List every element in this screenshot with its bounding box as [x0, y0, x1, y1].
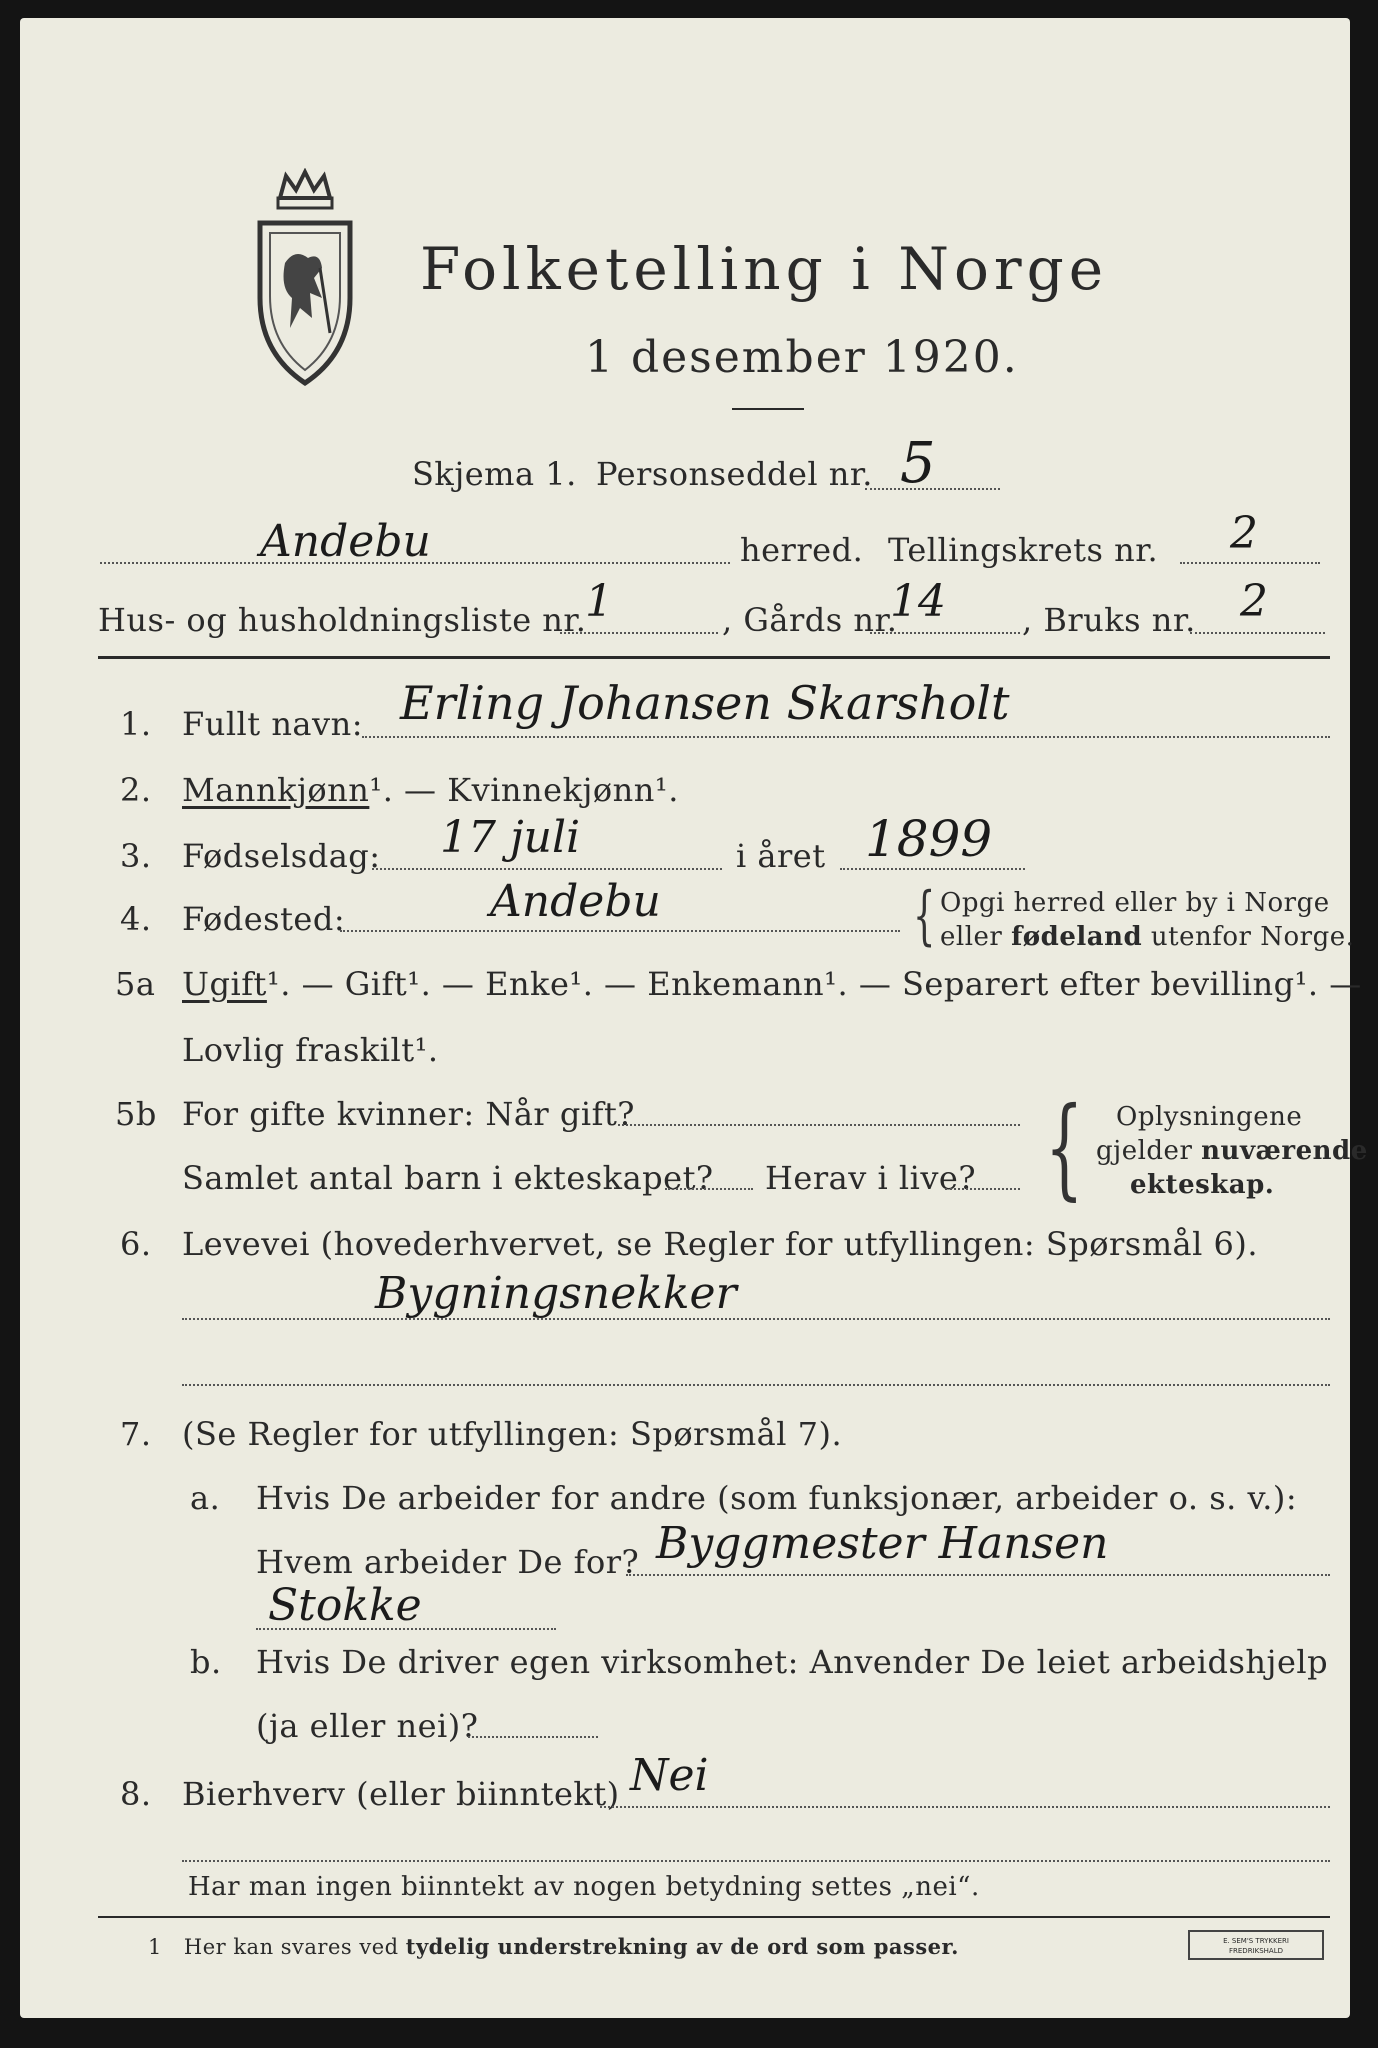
q2-male-option[interactable]: Mannkjønn: [182, 771, 370, 809]
q6-label: Levevei (hovederhvervet, se Regler for utfyllingen: Spørsmål 6).: [182, 1225, 1259, 1263]
q2-sex-options: [182, 771, 679, 809]
schema-label: Skjema 1.: [412, 455, 577, 493]
q8-line1: [600, 1806, 1330, 1808]
q6-line2: [182, 1384, 1330, 1386]
tellingskrets-line: [1180, 562, 1320, 564]
herred-label: herred.: [740, 531, 864, 569]
q7a-letter: a.: [190, 1479, 221, 1517]
husliste-label: Hus- og husholdningsliste nr.: [98, 601, 587, 639]
herred-value[interactable]: Andebu: [260, 516, 431, 567]
q3-year-label: i året: [736, 837, 826, 875]
q1-number: 1.: [120, 705, 152, 743]
q7b-line: [468, 1736, 598, 1738]
q5b-label-when-married: For gifte kvinner: Når gift?: [182, 1095, 635, 1133]
printer-stamp: E. SEM'S TRYKKERI FREDRIKSHALD: [1188, 1930, 1324, 1960]
q5b-alive-line: [945, 1188, 1020, 1190]
q8-label: Bierhverv (eller biinntekt): [182, 1775, 620, 1813]
q2-separator: ¹. —: [369, 771, 448, 809]
q5a-marital-options: [182, 965, 1362, 1003]
q4-label: Fødested:: [182, 900, 346, 938]
gards-value[interactable]: 14: [890, 576, 946, 627]
q4-number: 4.: [120, 900, 152, 938]
q5a-line2: Lovlig fraskilt¹.: [182, 1031, 439, 1069]
header-divider: [98, 656, 1330, 659]
q5b-label-alive: Herav i live?: [765, 1159, 977, 1197]
q5b-children-line: [665, 1188, 753, 1190]
q7-number: 7.: [120, 1415, 152, 1453]
q5b-brace: {: [1045, 1083, 1084, 1211]
q8-line2: [182, 1860, 1330, 1862]
bruks-line: [1190, 632, 1325, 634]
q4-note-line1: Opgi herred eller by i Norge: [940, 888, 1330, 918]
q3-birthday-value[interactable]: 17 juli: [440, 812, 581, 863]
q2-number: 2.: [120, 771, 152, 809]
q3-number: 3.: [120, 837, 152, 875]
q8-number: 8.: [120, 1775, 152, 1813]
tellingskrets-label: Tellingskrets nr.: [888, 531, 1159, 569]
q1-label: Fullt navn:: [182, 705, 363, 743]
q6-number: 6.: [120, 1225, 152, 1263]
personseddel-line: [865, 488, 1000, 490]
q7a-employer-place-value[interactable]: Stokke: [268, 1580, 422, 1631]
gards-label: , Gårds nr.: [722, 601, 898, 639]
personseddel-label: Personseddel nr.: [596, 455, 873, 493]
husliste-line: [560, 632, 718, 634]
husliste-value[interactable]: 1: [585, 576, 613, 627]
q3-line: [372, 868, 722, 870]
q7a-line2: [256, 1628, 556, 1630]
q4-brace: {: [913, 879, 936, 953]
q3-year-line: [840, 868, 1025, 870]
bruks-value[interactable]: 2: [1240, 576, 1268, 627]
q7a-label-employer: Hvem arbeider De for?: [256, 1543, 640, 1581]
footer-note: Har man ingen biinntekt av nogen betydning settes „nei“.: [188, 1872, 980, 1902]
q4-line: [340, 930, 900, 932]
q6-occupation-value[interactable]: Bygningsnekker: [375, 1268, 737, 1319]
q7a-line1: [626, 1574, 1330, 1576]
tellingskrets-value[interactable]: 2: [1230, 508, 1258, 559]
q7b-label: Hvis De driver egen virksomhet: Anvender De leiet arbeidshjelp: [256, 1643, 1329, 1681]
personseddel-value[interactable]: 5: [900, 431, 936, 496]
q5a-other-options: ¹. — Gift¹. — Enke¹. — Enkemann¹. — Separert efter bevilling¹. —: [266, 965, 1362, 1003]
q7b-letter: b.: [190, 1643, 222, 1681]
q5b-note-line2: gjelder nuværende: [1096, 1136, 1368, 1166]
q7b-label-2: (ja eller nei)?: [256, 1707, 479, 1745]
footnote: 1 Her kan svares ved tydelig understrekning av de ord som passer.: [148, 1934, 959, 1959]
q1-full-name-value[interactable]: Erling Johansen Skarsholt: [400, 676, 1010, 730]
q4-note-line2: eller fødeland utenfor Norge.: [940, 922, 1355, 952]
q1-line: [362, 736, 1330, 738]
census-form: [20, 18, 1368, 2018]
q5b-number: 5b: [115, 1095, 157, 1133]
q6-line1: [182, 1318, 1330, 1320]
q5b-label-children: Samlet antal barn i ekteskapet?: [182, 1159, 714, 1197]
form-title: Folketelling i Norge: [420, 235, 1109, 303]
q5b-note-line1: Oplysningene: [1116, 1102, 1303, 1132]
q3-label: Fødselsdag:: [182, 837, 381, 875]
q5b-when-line: [618, 1124, 1020, 1126]
q5a-number: 5a: [115, 965, 156, 1003]
coat-of-arms-icon: [250, 168, 360, 388]
bruks-label: , Bruks nr.: [1022, 601, 1196, 639]
q3-year-value[interactable]: 1899: [865, 810, 993, 868]
q8-side-income-value[interactable]: Nei: [630, 1750, 709, 1801]
q5a-ugift-option[interactable]: Ugift: [182, 965, 267, 1003]
q7a-employer-value[interactable]: Byggmester Hansen: [656, 1518, 1109, 1569]
herred-line: [100, 562, 730, 564]
q7a-label: Hvis De arbeider for andre (som funksjonær, arbeider o. s. v.):: [256, 1479, 1298, 1517]
title-divider: [732, 408, 804, 410]
footer-divider: [98, 1916, 1330, 1918]
q7-label: (Se Regler for utfyllingen: Spørsmål 7).: [182, 1415, 843, 1453]
q2-female-option[interactable]: Kvinnekjønn¹.: [447, 771, 679, 809]
q4-birthplace-value[interactable]: Andebu: [490, 876, 661, 927]
gards-line: [870, 632, 1020, 634]
q5b-note-line3: ekteskap.: [1130, 1170, 1275, 1200]
form-date: 1 desember 1920.: [585, 332, 1019, 383]
